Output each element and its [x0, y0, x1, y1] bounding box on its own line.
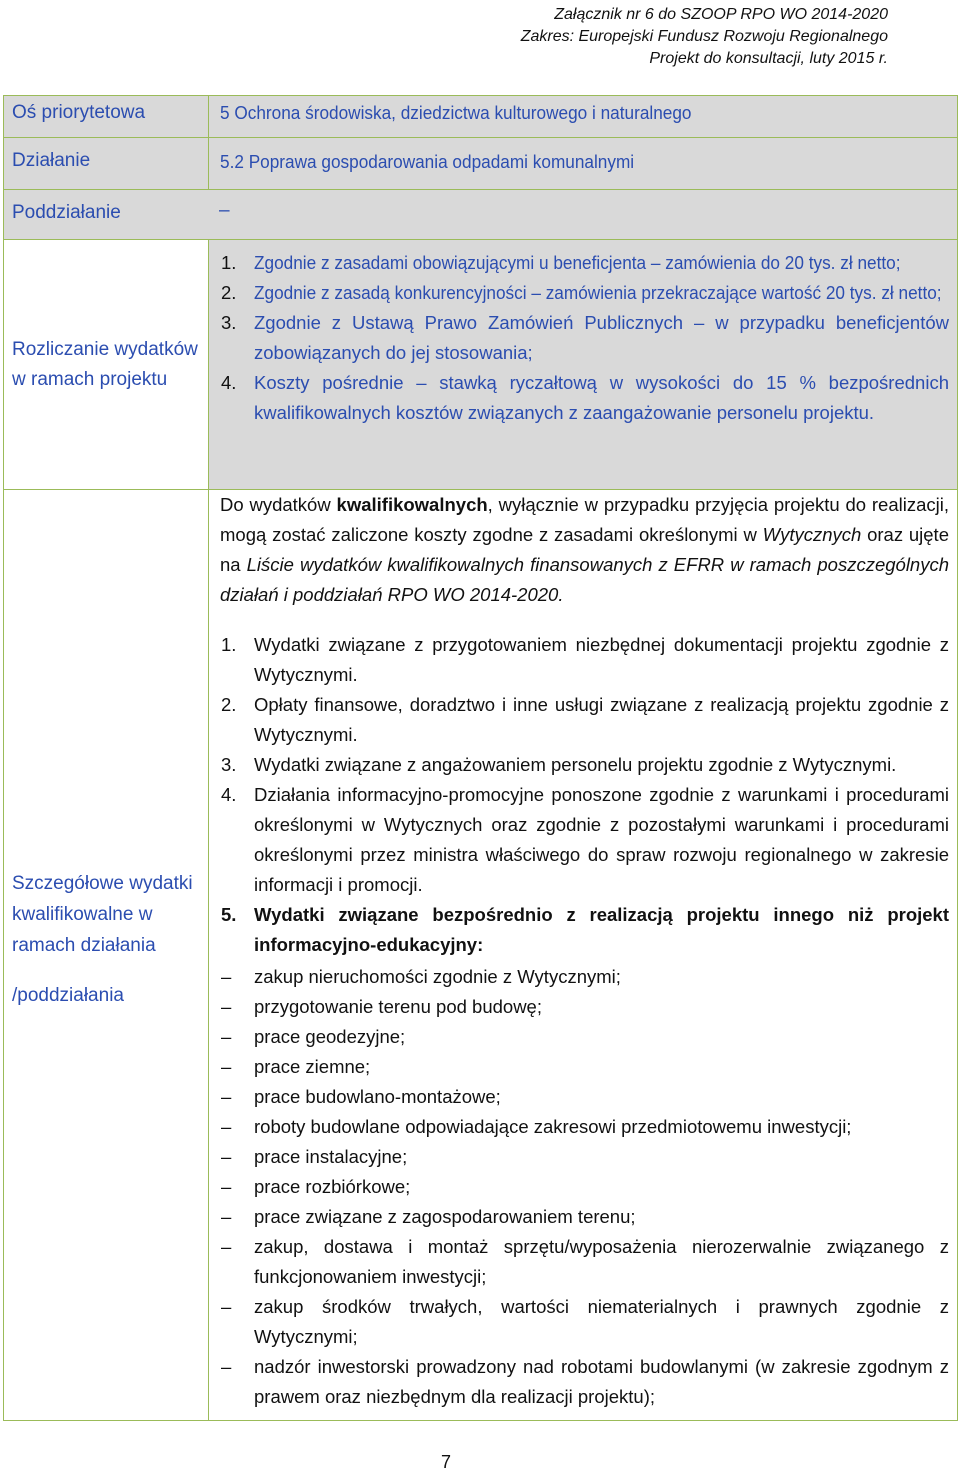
settlement-item-number: 2.: [221, 282, 237, 303]
label-settlement: [4, 240, 209, 489]
cost-bullet: [209, 962, 957, 992]
cost-bullet-text: prace ziemne;: [254, 1056, 371, 1077]
cost-bullet: [209, 1172, 957, 1202]
eligible-costs-content: [209, 490, 957, 1420]
cost-bullet-text: prace budowlano-montażowe;: [254, 1086, 501, 1107]
eligible-item-text: Działania informacyjno-promocyjne ponoszone zgodnie z warunkami i procedurami określonymi w Wytycznych oraz zgodnie z pozostałymi warunkami i procedurami określonymi przez ministra właściwego do spraw rozwoju regionalnego w zakresie informacji i promocji.: [254, 784, 949, 895]
eligible-costs-intro: [209, 490, 957, 610]
eligible-item-text: Wydatki związane z angażowaniem personelu projektu zgodnie z Wytycznymi.: [254, 754, 897, 775]
label-eligible-costs: [4, 490, 209, 1420]
subaction-value: –: [219, 200, 230, 221]
cost-bullet: [209, 1052, 957, 1082]
settlement-item-number: 4.: [221, 372, 237, 393]
eligible-item-text: Wydatki związane z przygotowaniem niezbędnej dokumentacji projektu zgodnie z Wytycznymi.: [254, 634, 949, 685]
dash-marker: –: [221, 966, 232, 987]
header-line-2: Zakres: Europejski Fundusz Rozwoju Regionalnego: [520, 28, 888, 45]
row-subaction: [4, 190, 957, 240]
dash-marker: –: [221, 1236, 232, 1257]
settlement-item-text: Zgodnie z zasadami obowiązującymi u beneficjenta – zamówienia do 20 tys. zł netto;: [254, 252, 901, 273]
cost-bullet: [209, 1082, 957, 1112]
eligible-costs-label-text: Szczegółowe wydatki kwalifikowalne w ramach działania: [12, 873, 193, 956]
dash-marker: –: [221, 1056, 232, 1077]
cost-bullet-text: prace związane z zagospodarowaniem terenu;: [254, 1206, 636, 1227]
cost-bullet: [209, 1022, 957, 1052]
cost-bullet: [209, 1292, 957, 1352]
row-action: [4, 138, 957, 190]
settlement-item: [209, 248, 957, 278]
dash-marker: –: [221, 1356, 232, 1377]
value-priority-axis: [209, 96, 957, 137]
cost-bullet-text: zakup nieruchomości zgodnie z Wytycznymi;: [254, 966, 621, 987]
header-line-3: Projekt do konsultacji, luty 2015 r.: [649, 50, 888, 67]
eligible-item: [209, 780, 957, 900]
cost-bullet-text: przygotowanie terenu pod budowę;: [254, 996, 542, 1017]
label-subaction: [4, 190, 957, 239]
dash-marker: –: [221, 1086, 232, 1107]
intro-text: oraz ujęte na: [220, 524, 949, 575]
settlement-item: [209, 368, 957, 428]
label-action: Działanie: [4, 138, 209, 189]
row-eligible-costs: [4, 490, 957, 1420]
cost-bullet-text: prace rozbiórkowe;: [254, 1176, 411, 1197]
settlement-label-text: Rozliczanie wydatków w ramach projektu: [12, 338, 198, 390]
cost-bullet: [209, 1202, 957, 1232]
cost-bullet-text: zakup środków trwałych, wartości niematerialnych i prawnych zgodnie z Wytycznymi;: [254, 1296, 949, 1347]
settlement-item-text: Zgodnie z zasadą konkurencyjności – zamówienia przekraczające wartość 20 tys. zł netto;: [254, 282, 942, 303]
cost-bullet: [209, 1352, 957, 1412]
settlement-item-text: Zgodnie z Ustawą Prawo Zamówień Publicznych – w przypadku beneficjentów zobowiązanych do jej stosowania;: [254, 312, 949, 363]
cost-bullet-text: nadzór inwestorski prowadzony nad robotami budowlanymi (w zakresie zgodnym z prawem oraz niezbędnym dla realizacji projektu);: [254, 1356, 949, 1407]
eligible-item-number: 4.: [221, 784, 237, 805]
row-settlement: [4, 240, 957, 490]
dash-marker: –: [221, 1146, 232, 1167]
page-header: [521, 4, 888, 70]
dash-marker: –: [221, 1206, 232, 1227]
cost-bullet: [209, 992, 957, 1022]
label-priority-axis: Oś priorytetowa: [4, 96, 209, 137]
cost-bullet-text: zakup, dostawa i montaż sprzętu/wyposażenia nierozerwalnie związanego z funkcjonowaniem inwestycji;: [254, 1236, 949, 1287]
cost-bullet: [209, 1112, 957, 1142]
intro-italic: Liście wydatków kwalifikowalnych finansowanych z EFRR w ramach poszczególnych działań i poddziałań RPO WO 2014-2020.: [220, 554, 950, 605]
eligible-item-text: Wydatki związane bezpośrednio z realizacją projektu innego niż projekt informacyjno-edukacyjny:: [254, 904, 949, 955]
eligible-item: [209, 630, 957, 690]
eligible-item: [209, 690, 957, 750]
dash-marker: –: [221, 996, 232, 1017]
action-text: 5.2 Poprawa gospodarowania odpadami komunalnymi: [220, 151, 635, 172]
settlement-item-text: Koszty pośrednie – stawką ryczałtową w wysokości do 15 % bezpośrednich kwalifikowalnych kosztów związanych z zaangażowanie personelu projektu.: [254, 372, 949, 423]
program-table: [3, 95, 958, 1421]
settlement-item: [209, 278, 957, 308]
page-number: 7: [441, 1452, 452, 1472]
header-line-1: Załącznik nr 6 do SZOOP RPO WO 2014-2020: [554, 6, 888, 23]
cost-bullet-text: roboty budowlane odpowiadające zakresowi przedmiotowemu inwestycji;: [254, 1116, 852, 1137]
priority-axis-text: 5 Ochrona środowiska, dziedzictwa kulturowego i naturalnego: [220, 102, 692, 123]
eligible-costs-label-suffix: /poddziałania: [12, 985, 124, 1006]
eligible-item-number: 1.: [221, 634, 237, 655]
value-action: [209, 138, 957, 189]
dash-marker: –: [221, 1116, 232, 1137]
cost-bullet: [209, 1142, 957, 1172]
intro-bold: kwalifikowalnych: [336, 494, 488, 515]
dash-marker: –: [221, 1176, 232, 1197]
row-priority-axis: [4, 96, 957, 138]
dash-marker: –: [221, 1296, 232, 1317]
intro-text: Do wydatków: [220, 494, 337, 515]
eligible-item: [209, 900, 957, 960]
intro-text: , wyłącznie w przypadku przyjęcia projektu do realizacji, mogą zostać zaliczone koszty zgodne z zasadami określonymi w: [220, 494, 950, 545]
settlement-content: [209, 240, 957, 489]
eligible-item-number: 3.: [221, 754, 237, 775]
eligible-item-text: Opłaty finansowe, doradztwo i inne usługi związane z realizacją projektu zgodnie z Wytycznymi.: [254, 694, 949, 745]
settlement-item-number: 3.: [221, 312, 237, 333]
cost-bullet: [209, 1232, 957, 1292]
dash-marker: –: [221, 1026, 232, 1047]
subaction-label-text: Poddziałanie: [12, 202, 121, 223]
eligible-item: [209, 750, 957, 780]
intro-italic: Wytycznych: [762, 524, 862, 545]
cost-bullet-text: prace geodezyjne;: [254, 1026, 406, 1047]
eligible-item-number: 2.: [221, 694, 237, 715]
settlement-item-number: 1.: [221, 252, 237, 273]
eligible-item-number: 5.: [221, 904, 237, 925]
settlement-item: [209, 308, 957, 368]
cost-bullet-text: prace instalacyjne;: [254, 1146, 408, 1167]
